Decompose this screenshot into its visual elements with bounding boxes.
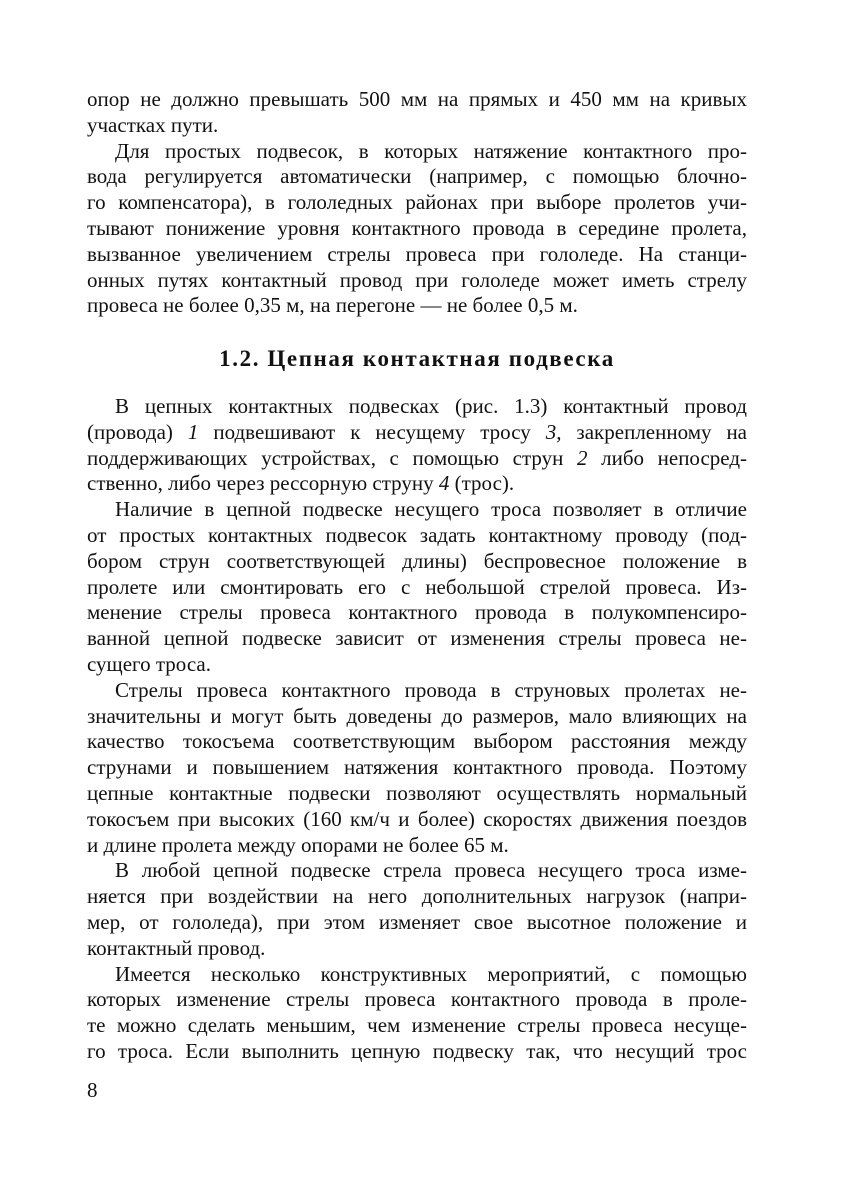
text-line (87, 1013, 747, 1039)
text-line (87, 575, 747, 601)
text-line (87, 394, 747, 420)
text-span: качество токосъема соответствующим выбором расстояния между (87, 729, 747, 754)
text-span: вызванное увеличением стрелы провеса при гололеде. На станци- (87, 241, 747, 266)
text-line (87, 497, 747, 523)
text-line (87, 678, 747, 704)
paragraph (87, 394, 747, 497)
text-line (87, 87, 747, 113)
text-span: те можно сделать меньшим, чем изменение стрелы провеса несуще- (87, 1013, 747, 1038)
text-span: и длине пролета между опорами не более 65 м. (87, 832, 509, 857)
text-span: мер, от гололеда), при этом изменяет свое высотное положение и (87, 909, 747, 934)
paragraph (87, 962, 747, 1065)
text-line (87, 242, 747, 268)
text-line (87, 549, 747, 575)
text-line (87, 962, 747, 988)
text-span: тывают понижение уровня контактного провода в середине пролета, (87, 215, 747, 240)
paragraph (87, 678, 747, 859)
text-span: струнами и повышением натяжения контактного провода. Поэтому (87, 755, 747, 780)
text-span: пролете или смонтировать его с небольшой стрелой провеса. Из- (87, 574, 747, 599)
text-line (87, 936, 747, 962)
paragraph (87, 139, 747, 320)
text-line (87, 113, 747, 139)
text-line (87, 600, 747, 626)
figure-ref: 1 (187, 419, 199, 444)
text-line (87, 833, 747, 859)
text-line (87, 704, 747, 730)
text-line (87, 987, 747, 1013)
text-span: В цепных контактных подвесках (рис. 1.3) контактный провод (115, 394, 747, 418)
text-span: Для простых подвесок, в которых натяжение контактного про- (115, 138, 747, 163)
figure-ref: 2 (577, 445, 588, 470)
section-heading: 1.2. Цепная контактная подвеска (219, 346, 615, 371)
text-span: токосъем при высоких (160 км/ч и более) скоростях движения поездов (87, 806, 747, 831)
paragraph (87, 87, 747, 139)
text-span: подвешивают к несущему тросу (198, 419, 546, 444)
page-number: 8 (87, 1078, 98, 1102)
text-line (87, 268, 747, 294)
text-span: няется при воздействии на него дополнительных нагрузок (напри- (87, 884, 747, 909)
text-span: которых изменение стрелы провеса контактного провода в проле- (87, 987, 747, 1012)
text-line (87, 190, 747, 216)
text-line (87, 1039, 747, 1065)
text-span: (провода) (87, 419, 188, 444)
text-block-main (87, 394, 747, 1065)
text-span: от простых контактных подвесок задать контактному проводу (под- (87, 522, 747, 547)
text-line (87, 858, 747, 884)
text-span: закрепленному на (561, 419, 748, 444)
text-line (87, 471, 747, 497)
text-line (87, 446, 747, 472)
text-span: значительны и могут быть доведены до размеров, мало влияющих на (87, 703, 747, 728)
paragraph (87, 497, 747, 678)
text-span: менение стрелы провеса контактного провода в полукомпенсиро- (87, 600, 747, 625)
text-line (87, 164, 747, 190)
text-line (87, 420, 747, 446)
text-line (87, 523, 747, 549)
text-span: либо непосред- (587, 445, 747, 470)
text-line (87, 626, 747, 652)
text-span: сущего троса. (87, 651, 211, 676)
text-line (87, 884, 747, 910)
text-line (87, 293, 747, 319)
text-line (87, 807, 747, 833)
text-line (87, 216, 747, 242)
text-span: поддерживающих устройствах, с помощью струн (87, 445, 577, 470)
text-line (87, 729, 747, 755)
text-span: Стрелы провеса контактного провода в струновых пролетах не- (115, 677, 747, 702)
figure-ref: 3, (545, 419, 562, 444)
text-span: (трос). (449, 471, 515, 496)
text-line (87, 652, 747, 678)
text-span: вода регулируется автоматически (например, с помощью блочно- (87, 164, 747, 189)
text-line (87, 755, 747, 781)
text-span: участках пути. (87, 112, 219, 137)
text-span: Имеется несколько конструктивных мероприятий, с помощью (115, 961, 747, 986)
text-span: Наличие в цепной подвеске несущего троса позволяет в отличие (115, 497, 747, 522)
text-span: цепные контактные подвески позволяют осуществлять нормальный (87, 780, 747, 805)
text-span: ванной цепной подвеске зависит от изменения стрелы провеса не- (87, 626, 747, 651)
text-line (87, 139, 747, 165)
text-span: бором струн соответствующей длины) беспровесное положение в (87, 548, 747, 573)
text-span: го троса. Если выполнить цепную подвеску так, что несущий трос (87, 1038, 747, 1063)
text-span: В любой цепной подвеске стрела провеса несущего троса изме- (115, 858, 747, 883)
text-span: контактный провод. (87, 935, 266, 960)
figure-ref: 4 (438, 471, 450, 496)
text-span: ственно, либо через рессорную струну (87, 471, 439, 496)
text-span: опор не должно превышать 500 мм на прямых и 450 мм на кривых (87, 87, 747, 111)
text-span: го компенсатора), в гололедных районах при выборе пролетов учи- (87, 190, 747, 215)
paragraph (87, 858, 747, 961)
text-span: онных путях контактный провод при гололеде может иметь стрелу (87, 267, 747, 292)
text-block-top (87, 87, 747, 319)
text-span: провеса не более 0,35 м, на перегоне — не более 0,5 м. (87, 293, 578, 318)
text-line (87, 781, 747, 807)
text-line (87, 910, 747, 936)
